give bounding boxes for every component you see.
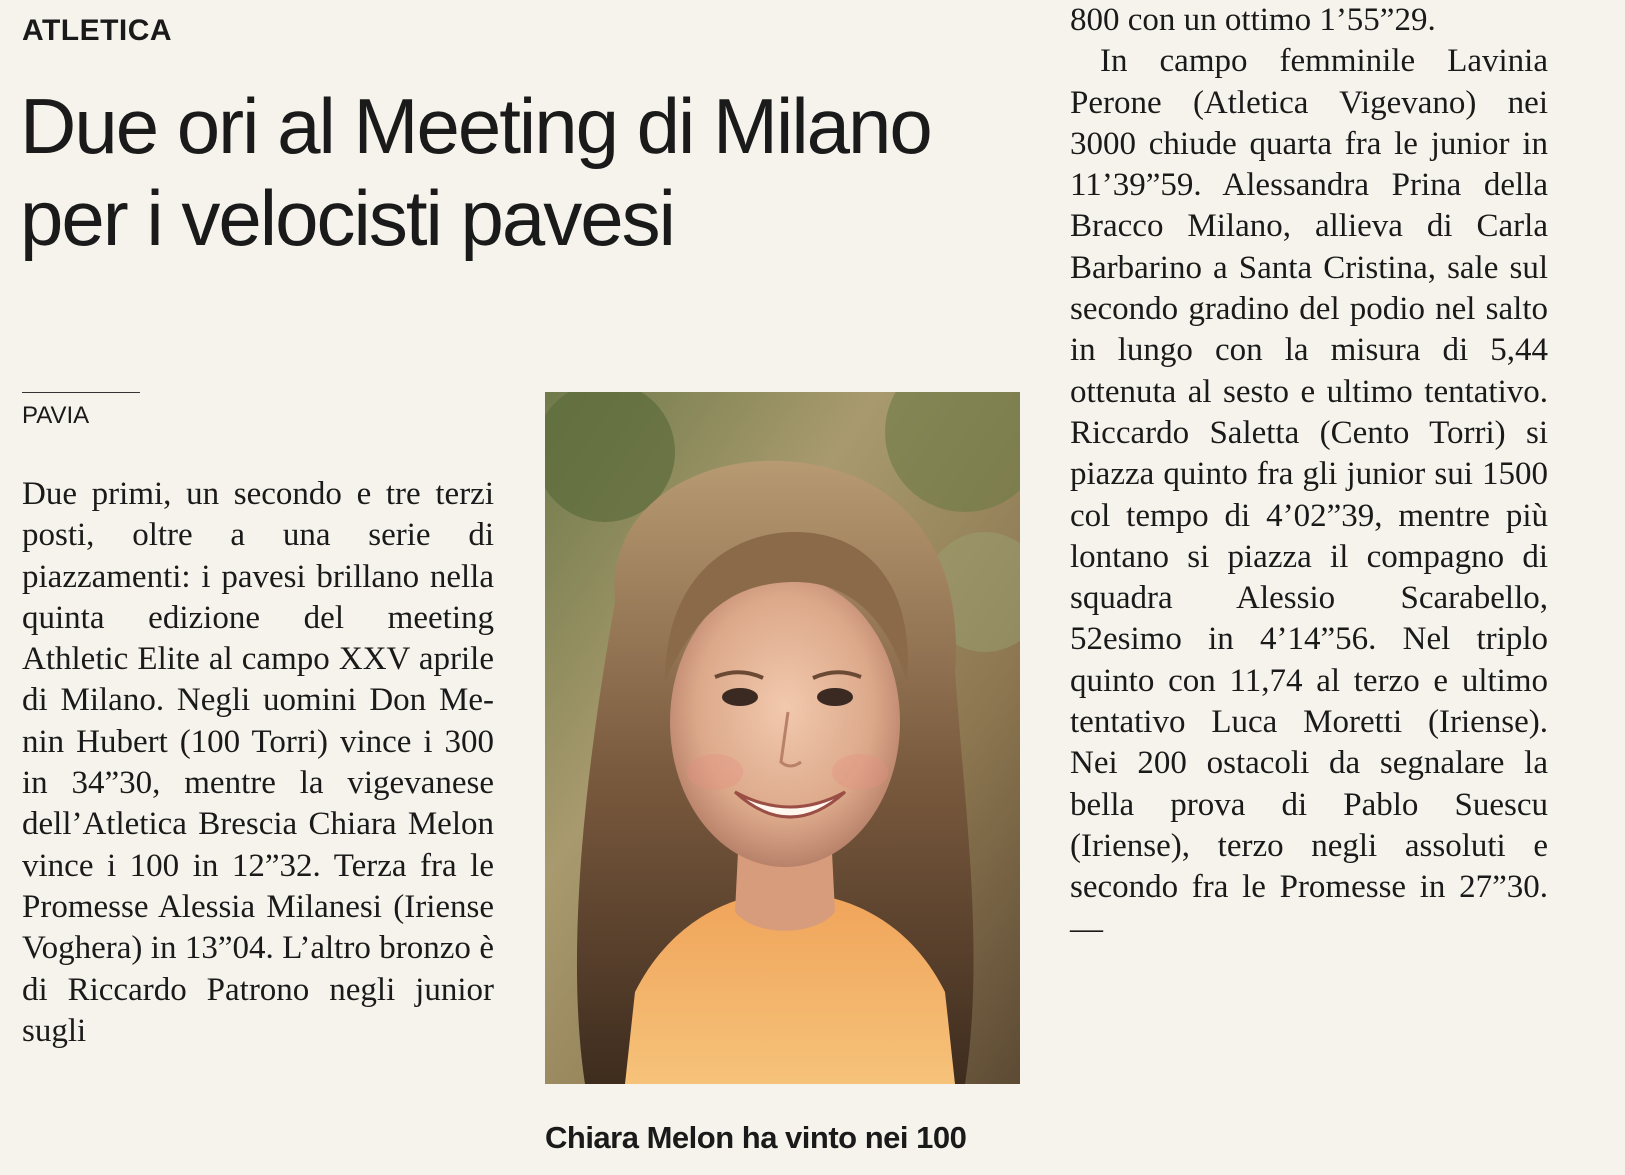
article-column-right [1070,0,1548,950]
article-column-left [22,474,494,1052]
portrait-image [545,392,1020,1084]
article-dateline: PAVIA [22,402,90,429]
dateline-rule [22,392,140,393]
article-headline: Due ori al Meeting di Milano per i velocisti pavesi [20,82,931,262]
body-paragraph: Due primi, un secondo e tre terzi posti, oltre a una serie di piazzamenti: i pavesi brillano nella quinta edizione del meeting Athletic Elite al campo XXV aprile di Milano. Negli uomini Don Menin Hubert (100 Torri) vince i 300 in 34”30, mentre la vigevanese dell’Atletica Brescia Chiara Melon vince i 100 in 12”32. Terza fra le Promesse Alessia Milanesi (Iriense Voghera) in 13”04. L’altro bronzo è di Riccardo Patrono negli junior sugli [22,476,494,1049]
body-paragraph: 800 con un ottimo 1’55”29. [1070,2,1436,38]
section-kicker: ATLETICA [22,14,173,47]
body-paragraph: In campo femminile Lavinia Perone (Atletica Vigevano) nei 3000 chiude quarta fra le junior in 11’39”59. Alessandra Prina della Bracco Milano, allieva di Carla Barbarino a Santa Cristina, sale sul secondo gradino del podio nel salto in lungo con la misura di 5,44 ottenuta al sesto e ultimo tentativo. Riccardo Saletta (Cento Torri) si piazza quinto fra gli junior sui 1500 col tempo di 4’02”39, mentre più lontano si piazza il compagno di squadra Alessio Scarabello, 52esimo in 4’14”56. Nel triplo quinto con 11,74 al terzo e ultimo tentativo Luca Moretti (Iriense). Nei 200 ostacoli da segnalare la bella prova di Pablo Suescu (Iriense), terzo negli assoluti e secondo fra le Promesse in 27”30. — [1070,43,1548,947]
photo-caption: Chiara Melon ha vinto nei 100 [545,1120,967,1155]
article-photo [545,392,1020,1084]
